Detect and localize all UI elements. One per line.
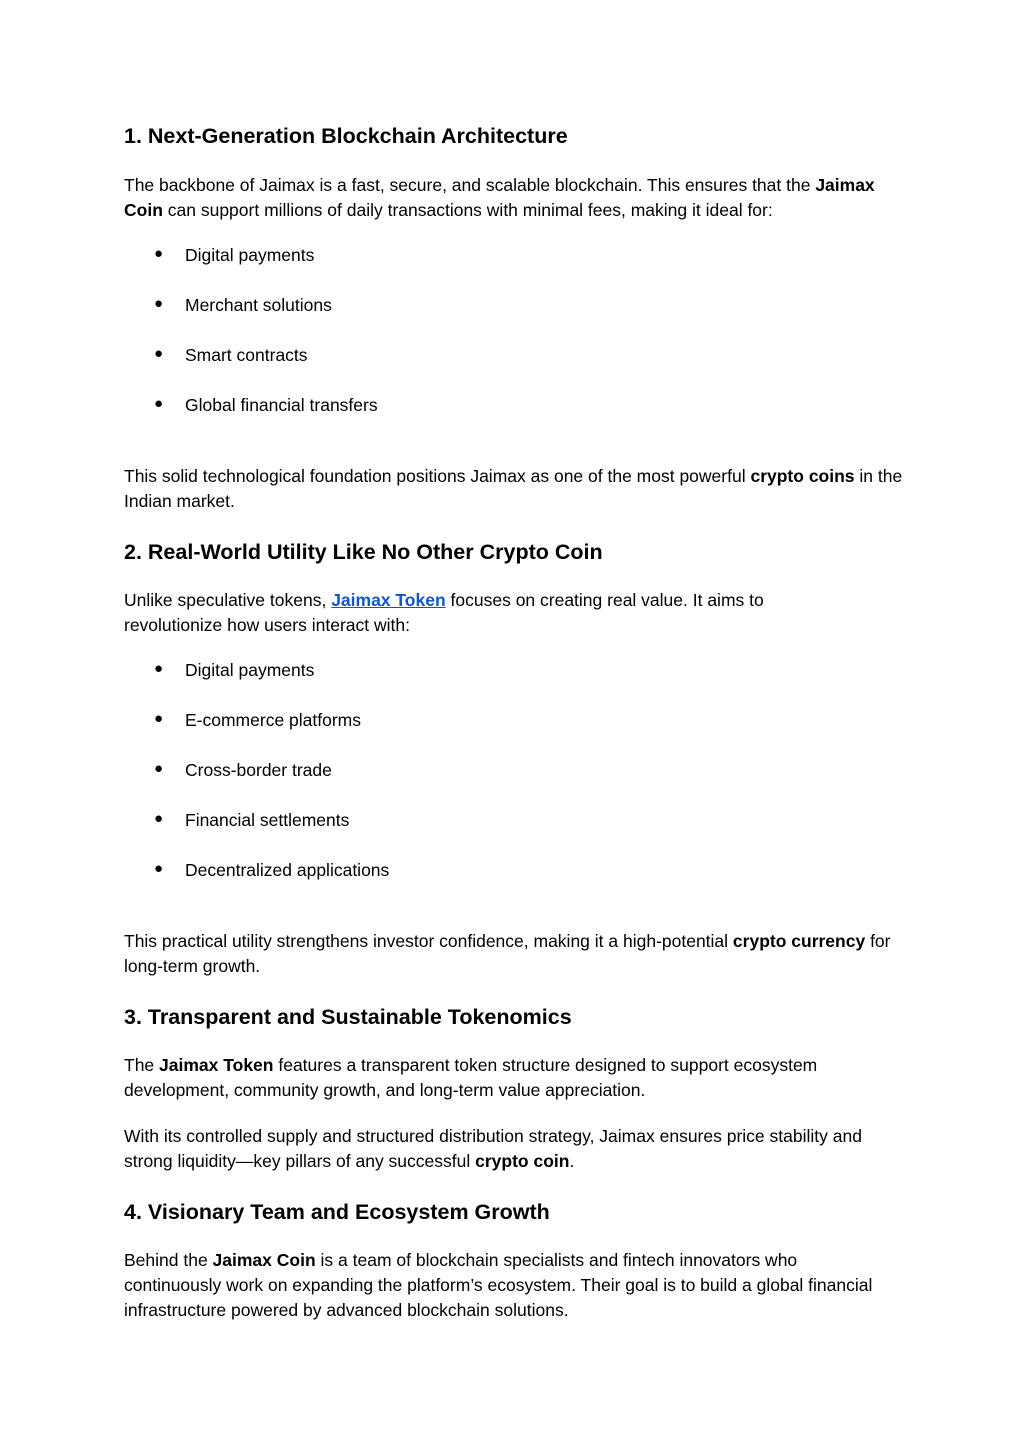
list-item-text: Global financial transfers [185,395,378,415]
text: Behind the [124,1250,213,1270]
bold-term: Jaimax Coin [124,175,875,220]
text: This solid technological foundation positions Jaimax as one of the most powerful [124,466,751,486]
list-item-text: Decentralized applications [185,860,390,880]
text: can support millions of daily transactions with minimal fees, making it ideal for: [162,200,773,220]
section-1-intro [124,173,904,223]
section-2-heading: 2. Real-World Utility Like No Other Crypto Coin [124,540,603,564]
list-item-text: Digital payments [185,660,315,680]
bold-term: crypto currency [732,931,866,951]
section-1-heading: 1. Next-Generation Blockchain Architecture [124,124,568,148]
text: . [569,1151,575,1171]
bold-term: Jaimax Token [159,1055,274,1075]
list-item-text: E-commerce platforms [185,710,362,730]
bullet-icon: ● [154,395,164,412]
bold-term: Jaimax Coin [212,1250,316,1270]
text: The [124,1055,160,1075]
section-1-outro [124,464,904,514]
text: focuses on creating real value. It aims to revolutionize how users interact with: [124,590,764,635]
bold-term: crypto coins [750,466,855,486]
bullet-icon: ● [154,295,164,312]
list-item-text: Cross-border trade [185,760,332,780]
bullet-icon: ● [154,860,164,877]
jaimax-token-link[interactable]: Jaimax Token [331,590,446,610]
bullet-icon: ● [154,660,164,677]
text: in the Indian market. [124,466,903,511]
text: is a team of blockchain specialists and fintech innovators who continuously work on expanding the platform’s ecosystem. Their goal is to build a global financial infrastructure powered by advanced blockchain solutions. [124,1250,873,1320]
bullet-icon: ● [154,810,164,827]
bullet-icon: ● [154,245,164,262]
section-4-paragraph-1 [124,1248,874,1323]
bullet-icon: ● [154,345,164,362]
bold-term: crypto coin [475,1151,570,1171]
text: for long-term growth. [124,931,891,976]
section-4-heading: 4. Visionary Team and Ecosystem Growth [124,1200,550,1224]
bullet-icon: ● [154,760,164,777]
section-2-intro [124,588,824,638]
list-item-text: Digital payments [185,245,315,265]
section-3-paragraph-2 [124,1124,904,1174]
section-3-heading: 3. Transparent and Sustainable Tokenomics [124,1005,572,1029]
section-2-outro [124,929,904,979]
list-item-text: Financial settlements [185,810,350,830]
text: features a transparent token structure designed to support ecosystem development, community growth, and long-term value appreciation. [124,1055,818,1100]
list-item-text: Smart contracts [185,345,308,365]
text: This practical utility strengthens investor confidence, making it a high-potential [124,931,733,951]
section-3-paragraph-1 [124,1053,884,1103]
bullet-icon: ● [154,710,164,727]
text: Unlike speculative tokens, [124,590,332,610]
list-item-text: Merchant solutions [185,295,332,315]
text: With its controlled supply and structured distribution strategy, Jaimax ensures price stability and strong liquidity—key pillars of any successful [124,1126,862,1171]
text: The backbone of Jaimax is a fast, secure, and scalable blockchain. This ensures that the [124,175,816,195]
